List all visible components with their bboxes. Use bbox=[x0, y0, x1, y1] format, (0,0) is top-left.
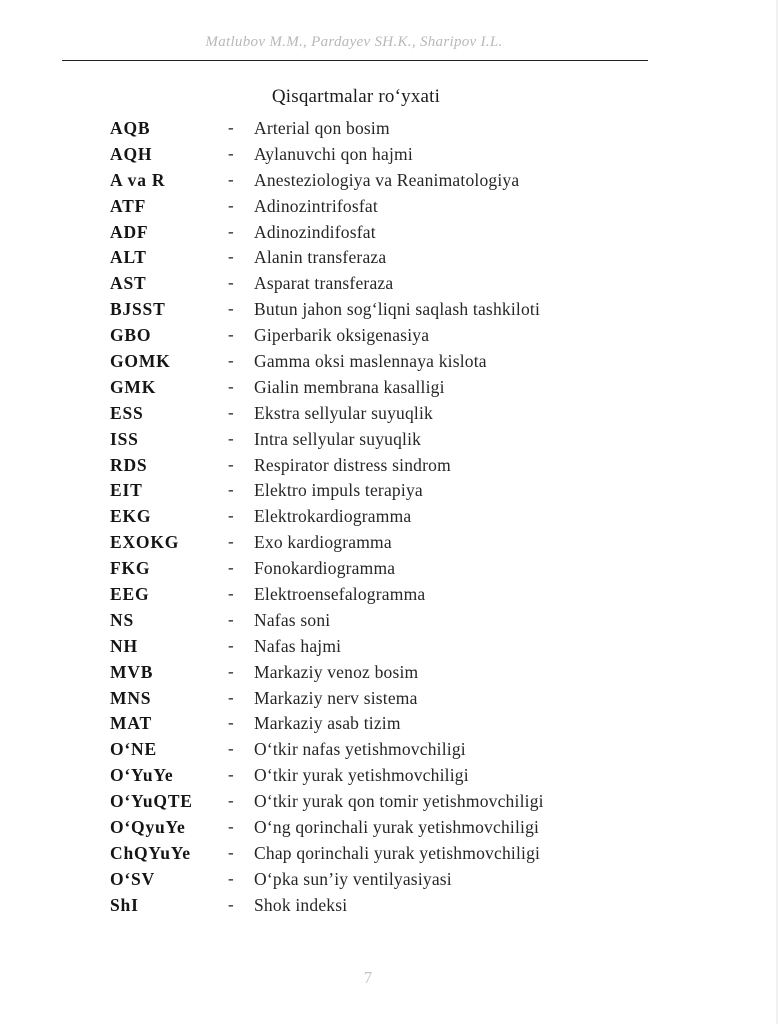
abbreviation: GBO bbox=[110, 325, 152, 346]
list-item bbox=[0, 765, 778, 791]
list-item bbox=[0, 196, 778, 222]
definition: Elektro impuls terapiya bbox=[254, 480, 423, 501]
list-item bbox=[0, 843, 778, 869]
abbreviation: ALT bbox=[110, 247, 147, 268]
definition: Nafas hajmi bbox=[254, 635, 342, 656]
abbreviation: RDS bbox=[110, 454, 148, 475]
dash-separator: - bbox=[228, 247, 234, 267]
definition: Intra sellyular suyuqlik bbox=[254, 428, 422, 449]
abbreviation: EEG bbox=[110, 584, 150, 605]
definition: Aylanuvchi qon hajmi bbox=[254, 143, 413, 164]
dash-separator: - bbox=[228, 791, 234, 811]
abbreviation: AQB bbox=[110, 118, 151, 138]
definition: Markaziy asab tizim bbox=[254, 713, 401, 734]
list-item bbox=[0, 662, 778, 688]
definition: Exo kardiogramma bbox=[254, 532, 392, 553]
abbreviation: O‘YuYe bbox=[110, 765, 174, 786]
dash-separator: - bbox=[228, 532, 234, 552]
list-item bbox=[0, 636, 778, 662]
list-item bbox=[0, 377, 778, 403]
dash-separator: - bbox=[228, 868, 234, 888]
definition: Markaziy nerv sistema bbox=[254, 687, 418, 708]
abbreviation: O‘QyuYe bbox=[110, 817, 186, 838]
definition: O‘ng qorinchali yurak yetishmovchiligi bbox=[254, 817, 540, 838]
dash-separator: - bbox=[228, 273, 234, 293]
abbreviation: O‘SV bbox=[110, 868, 156, 889]
dash-separator: - bbox=[228, 454, 234, 474]
header-rule bbox=[62, 60, 648, 61]
definition: Respirator distress sindrom bbox=[254, 454, 451, 475]
list-item bbox=[0, 429, 778, 455]
dash-separator: - bbox=[228, 325, 234, 345]
dash-separator: - bbox=[228, 661, 234, 681]
list-item bbox=[0, 739, 778, 765]
definition: Asparat transferaza bbox=[254, 273, 394, 294]
dash-separator: - bbox=[228, 195, 234, 215]
definition: Alanin transferaza bbox=[254, 247, 387, 268]
dash-separator: - bbox=[228, 558, 234, 578]
running-header: Matlubov M.M., Pardayev SH.K., Sharipov I.L. bbox=[205, 34, 503, 50]
list-item bbox=[0, 480, 778, 506]
dash-separator: - bbox=[228, 428, 234, 448]
page-number: 7 bbox=[363, 968, 373, 987]
abbreviation: O‘YuQTE bbox=[110, 791, 193, 812]
list-item bbox=[0, 895, 778, 921]
list-item bbox=[0, 299, 778, 325]
dash-separator: - bbox=[228, 351, 234, 371]
dash-separator: - bbox=[228, 299, 234, 319]
dash-separator: - bbox=[228, 894, 234, 914]
abbreviation: MAT bbox=[110, 713, 152, 734]
dash-separator: - bbox=[228, 739, 234, 759]
list-item bbox=[0, 273, 778, 299]
abbreviation: AQH bbox=[110, 143, 153, 164]
abbreviation: ShI bbox=[110, 894, 139, 915]
list-item bbox=[0, 222, 778, 248]
definition: Markaziy venoz bosim bbox=[254, 661, 419, 682]
abbreviation: ESS bbox=[110, 402, 144, 423]
list-item bbox=[0, 817, 778, 843]
list-item bbox=[0, 247, 778, 273]
list-item bbox=[0, 584, 778, 610]
list-item bbox=[0, 455, 778, 481]
definition: Elektroensefalogramma bbox=[254, 584, 426, 605]
definition: Butun jahon sog‘liqni saqlash tashkiloti bbox=[254, 299, 541, 320]
abbreviation: BJSST bbox=[110, 299, 166, 320]
dash-separator: - bbox=[228, 842, 234, 862]
abbreviation: ATF bbox=[110, 195, 147, 216]
definition: Arterial qon bosim bbox=[254, 118, 390, 138]
dash-separator: - bbox=[228, 376, 234, 396]
list-item bbox=[0, 118, 778, 144]
abbreviation: MVB bbox=[110, 661, 154, 682]
dash-separator: - bbox=[228, 609, 234, 629]
list-item bbox=[0, 610, 778, 636]
list-item bbox=[0, 351, 778, 377]
abbreviation: MNS bbox=[110, 687, 152, 708]
dash-separator: - bbox=[228, 118, 234, 137]
abbreviation: NH bbox=[110, 635, 138, 656]
list-item bbox=[0, 532, 778, 558]
abbreviation: ChQYuYe bbox=[110, 842, 191, 863]
list-item bbox=[0, 403, 778, 429]
list-item bbox=[0, 869, 778, 895]
abbreviation: GMK bbox=[110, 376, 157, 397]
abbreviation-list bbox=[0, 118, 778, 921]
dash-separator: - bbox=[228, 506, 234, 526]
abbreviation: FKG bbox=[110, 558, 151, 579]
definition: O‘tkir nafas yetishmovchiligi bbox=[254, 739, 466, 760]
dash-separator: - bbox=[228, 687, 234, 707]
list-item bbox=[0, 170, 778, 196]
dash-separator: - bbox=[228, 635, 234, 655]
definition: Adinozindifosfat bbox=[254, 221, 376, 242]
dash-separator: - bbox=[228, 402, 234, 422]
abbreviation: ADF bbox=[110, 221, 149, 242]
definition: Shok indeksi bbox=[254, 894, 348, 915]
list-item bbox=[0, 688, 778, 714]
abbreviation: NS bbox=[110, 609, 134, 630]
abbreviation: EKG bbox=[110, 506, 152, 527]
abbreviation: GOMK bbox=[110, 351, 171, 372]
definition: Giperbarik oksigenasiya bbox=[254, 325, 430, 346]
definition: O‘pka sun’iy ventilyasiyasi bbox=[254, 868, 452, 889]
definition: Fonokardiogramma bbox=[254, 558, 396, 579]
abbreviation: EIT bbox=[110, 480, 143, 501]
dash-separator: - bbox=[228, 169, 234, 189]
list-item bbox=[0, 144, 778, 170]
definition: Nafas soni bbox=[254, 609, 331, 630]
abbreviation: ISS bbox=[110, 428, 139, 449]
definition: Anesteziologiya va Reanimatologiya bbox=[254, 169, 520, 190]
abbreviation: O‘NE bbox=[110, 739, 157, 760]
abbreviation: EXOKG bbox=[110, 532, 180, 553]
abbreviation: A va R bbox=[110, 169, 166, 190]
definition: Ekstra sellyular suyuqlik bbox=[254, 402, 434, 423]
dash-separator: - bbox=[228, 765, 234, 785]
list-item bbox=[0, 558, 778, 584]
list-item bbox=[0, 325, 778, 351]
definition: O‘tkir yurak qon tomir yetishmovchiligi bbox=[254, 791, 544, 812]
definition: Elektrokardiogramma bbox=[254, 506, 412, 527]
list-item bbox=[0, 791, 778, 817]
definition: Gialin membrana kasalligi bbox=[254, 376, 445, 397]
list-item bbox=[0, 506, 778, 532]
dash-separator: - bbox=[228, 817, 234, 837]
dash-separator: - bbox=[228, 480, 234, 500]
page-title: Qisqartmalar ro‘yxati bbox=[271, 86, 441, 107]
dash-separator: - bbox=[228, 143, 234, 163]
definition: Adinozintrifosfat bbox=[254, 195, 378, 216]
abbreviation: AST bbox=[110, 273, 147, 294]
dash-separator: - bbox=[228, 713, 234, 733]
definition: O‘tkir yurak yetishmovchiligi bbox=[254, 765, 469, 786]
definition: Chap qorinchali yurak yetishmovchiligi bbox=[254, 842, 541, 863]
definition: Gamma oksi maslennaya kislota bbox=[254, 351, 487, 372]
list-item bbox=[0, 713, 778, 739]
dash-separator: - bbox=[228, 584, 234, 604]
dash-separator: - bbox=[228, 221, 234, 241]
